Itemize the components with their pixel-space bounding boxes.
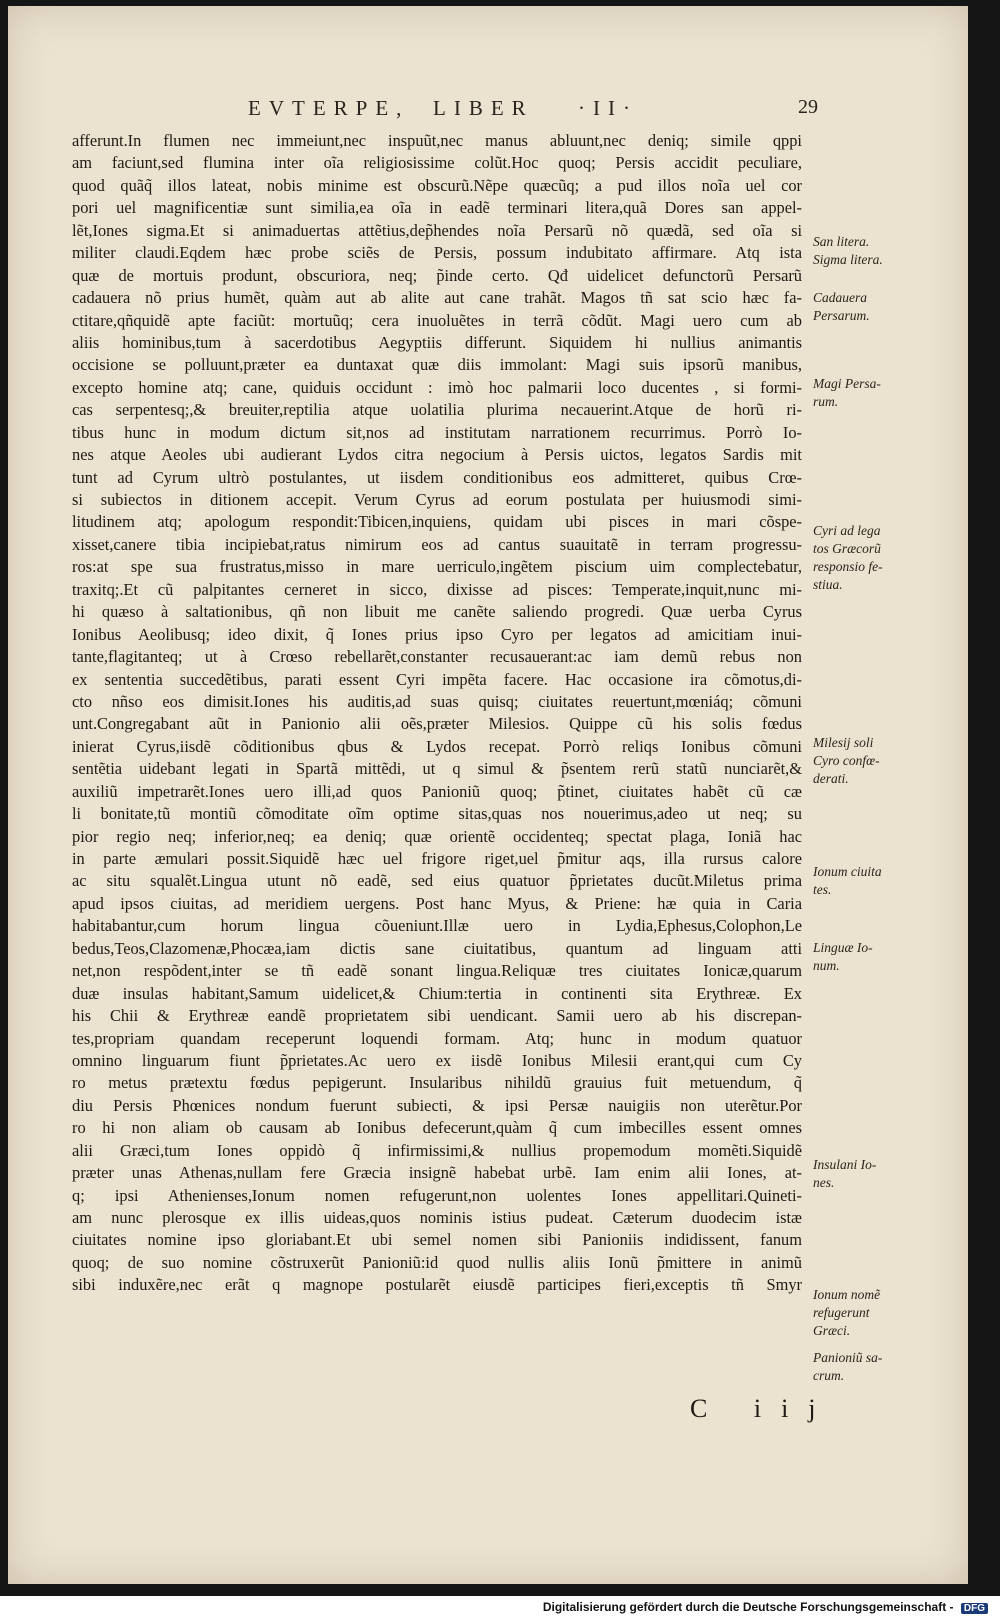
marginal-note-line: Magi Persa- xyxy=(813,376,881,391)
marginal-note-line: rum. xyxy=(813,394,839,409)
text-line: habitabantur,cum horum lingua cõueniunt.Illæ uero in Lydia,Ephesus,Colophon,Le xyxy=(72,916,802,936)
text-line: tibus hunc in modum dictum sit,nos ad institutam narrationem recurrimus. Porrò Io- xyxy=(72,422,802,442)
marginal-note-line: Cadauera xyxy=(813,290,867,305)
text-line: quæ de mortuis produnt, obscuriora, neq; p̃inde certo. Qđ uidelicet defunctorũ Persarũ xyxy=(72,265,802,285)
marginal-note xyxy=(813,734,908,788)
text-line: quod quãq̃ illos lateat, nobis minime est obscurũ.Nẽpe quæcũq; a pud illos noĩa uel cor xyxy=(72,175,802,195)
marginal-note-line: Græci. xyxy=(813,1323,851,1338)
marginal-note-line: responsio fe- xyxy=(813,559,883,574)
marginal-note xyxy=(813,1156,908,1192)
text-line: ciuitates nomine ipso gloriabant.Et ubi semel nomen sibi Panioniis indidissent, fanum xyxy=(72,1230,802,1250)
text-line: cadauera nõ prius humẽt, quàm aut ab alite aut cane trahãt. Magos tñ sat scio hæc fa- xyxy=(72,288,802,308)
text-line: pior regio neq; inferior,neq; ea deniq; quæ orientẽ occidenteq; spectat plaga, Ioniã hac xyxy=(72,826,802,846)
marginal-note-line: San litera. xyxy=(813,234,870,249)
text-line: aliis hominibus,tum à sacerdotibus Aegyptiis differunt. Siquidem hi nullius animantis xyxy=(72,332,802,352)
marginal-note xyxy=(813,522,908,594)
marginal-note-line: Panioniũ sa- xyxy=(813,1350,883,1365)
text-line: duæ insulas habitant,Samum uidelicet,& Chium:tertia in continenti sita Erythreæ. Ex xyxy=(72,983,802,1003)
text-line: ros:at spe sua frustratus,misso in mare uerriculo,ingẽtem piscium uim complectebatur, xyxy=(72,557,802,577)
header-book-number: ·II· xyxy=(578,96,638,120)
marginal-note-line: Ionum nomẽ xyxy=(813,1287,881,1302)
marginal-note-line: derati. xyxy=(813,771,849,786)
marginal-note-line: crum. xyxy=(813,1368,845,1383)
text-line: in parte æmulari possit.Siquidẽ hæc uel frigore riget,uel p̃mitur aqs, illa rursus calore xyxy=(72,849,802,868)
text-line: cas serpentesq;,& breuiter,reptilia atque uolatilia plurima necauerint.Atque de horũ ri- xyxy=(72,400,802,420)
text-line: apud ipsos ciuitas, ad meridiem uergens. Post hanc Myus, & Priene: hæ quia in Caria xyxy=(72,893,802,913)
text-line: ac situ squalẽt.Lingua utunt nõ eadẽ, sed eius quatuor p̃prietates ducũt.Miletus prima xyxy=(72,871,802,891)
text-line: cto nñso eos dimisit.Iones his auditis,ad suas quisq; ciuitates reuertunt,mœniáq; cõmuni xyxy=(72,691,802,711)
text-line: sibi induxẽre,nec erãt q magnope postularẽt eiusdẽ participes fieri,exceptis tñ Smyr xyxy=(72,1275,802,1295)
marginal-note-line: tes. xyxy=(813,882,832,897)
page-number: 29 xyxy=(798,96,818,118)
text-line: quoq; de suo nomine cõstruxerũt Panioniũ:id quod nullis aliis Ionũ p̃mittere in animũ xyxy=(72,1252,802,1272)
text-line: tes,propriam quandam receperunt loquendi formam. Atq; hunc in modum quatuor xyxy=(72,1028,802,1048)
text-line: Ionibus Aeolibusq; ideo dixit, q̃ Iones prius ipso Cyro per legatos ad amicitiam inui- xyxy=(72,624,802,644)
text-line: am nunc plerosque ex illis uideas,quos nominis istius pudeat. Cæterum duodecim istæ xyxy=(72,1208,802,1227)
marginal-note xyxy=(813,375,908,411)
marginal-note-line: tos Græcorũ xyxy=(813,541,881,556)
text-line: alii Græci,tum Iones oppidò q̃ infirmissimi,& nullius propemodum momẽti.Siquidẽ xyxy=(72,1140,802,1160)
marginal-note xyxy=(813,863,908,899)
text-line: inierat Cyrus,iisdẽ cõditionibus qbus & Lydos recepat. Porrò reliqs Ionibus cõmuni xyxy=(72,736,802,756)
text-line: ex sententia succedẽtibus, parati essent Cyri impẽta facere. Hac occasione ira cõmotus,di- xyxy=(72,669,802,689)
text-line: xisset,canere tibia incipiebat,ratus nimirum eos ad cantus suauitatẽ in terram progressu- xyxy=(72,534,802,554)
marginal-note xyxy=(813,233,908,269)
marginal-note xyxy=(813,1286,908,1340)
marginal-note-line: Insulani Io- xyxy=(813,1157,877,1172)
footer-credit xyxy=(543,1600,988,1614)
marginal-note xyxy=(813,289,908,325)
text-line: occisione se polluunt,præter ea duntaxat quæ diis immolant: Magi suis ipsorũ manibus, xyxy=(72,355,802,375)
marginal-note-line: stiua. xyxy=(813,577,843,592)
text-line: li bonitate,tũ montiũ cõmoditate oĩm optime sitas,quas nos nouerimus,adeo ut neq; su xyxy=(72,804,802,824)
text-line: tunt ad Cyrum ultrò postulantes, ut iisdem conditionibus eos admitteret, quibus Crœ- xyxy=(72,467,802,487)
marginal-note-line: refugerunt xyxy=(813,1305,870,1320)
main-text xyxy=(72,130,802,1297)
text-line: nes atque Aeoles ubi audierant Lydos citra negocium à Persis uictos, legatos Sardis mit xyxy=(72,445,802,465)
text-line: his Chii & Erythreæ eandẽ proprietatem sibi uendicant. Samii uero ab his discrepan- xyxy=(72,1006,802,1026)
marginal-note-line: Cyro confœ- xyxy=(813,753,880,768)
text-line: sentẽtia uidebant legati in Spartã mittẽdi, ut q simul & p̃sentem rerũ statũ nunciarẽt,& xyxy=(72,759,802,779)
text-line: traxitq;.Et cũ palpitantes cerneret in sicco, dixisse ad pisces: Temperate,inquit,nunc mi- xyxy=(72,579,802,599)
text-line: excepto homine atq; cane, quiduis occidunt : imò hoc palmarii loco ducentes , si formi- xyxy=(72,377,802,397)
text-line: ro metus prætextu fœdus pepigerunt. Insularibus nihildũ grauius fuit metuendum, q̃ xyxy=(72,1073,802,1093)
text-line: hi quæso à saltationibus, qñ non libuit me canẽte saliendo progredi. Quæ uerba Cyrus xyxy=(72,602,802,622)
text-line: tante,flagitanteq; ut à Crœso rebellarẽt,constanter recusauerant:ac iam demũ rebus non xyxy=(72,647,802,667)
book-page xyxy=(8,6,968,1584)
text-line: unt.Congregabant aũt in Panionio alii oẽs,præter Milesios. Quippe cũ his solis fœdus xyxy=(72,714,802,734)
text-line: am faciunt,sed flumina inter oĩa religiosissime colũt.Hoc quoq; Persis accidit peculiare, xyxy=(72,153,802,173)
dfg-logo-icon: DFG xyxy=(961,1603,988,1614)
marginal-note-line: nes. xyxy=(813,1175,835,1190)
marginal-note-line: Linguæ Io- xyxy=(813,940,873,955)
text-line: pori uel magnificentiæ sunt similia,ea oĩa in eadẽ terminari litera,quã Dores san appel- xyxy=(72,198,802,218)
marginal-note xyxy=(813,939,908,975)
text-line: lẽt,Iones sigma.Et si animaduertas attẽtius,dep̃hendes noĩa Persarũ nõ quædã, sed oĩa si xyxy=(72,220,802,240)
marginal-note-line: num. xyxy=(813,958,840,973)
text-line: præter unas Athenas,nullam fere Græcia insignẽ habebat urbẽ. Iam enim alii Iones, at- xyxy=(72,1163,802,1183)
text-line: litudinem atq; apologum respondit:Tibicen,inquiens, quidam ubi pisces in mari cõspe- xyxy=(72,512,802,532)
text-line: auxiliũ impetrarẽt.Iones uero illi,ad quos Panioniũ quoq; p̃tinet, ciuitates habẽt cũ cæ xyxy=(72,781,802,801)
marginal-note-line: Sigma litera. xyxy=(813,252,883,267)
header-title-left: EVTERPE, xyxy=(248,96,410,120)
text-line: net,non respõdent,inter se tñ eadẽ sonant lingua.Reliquæ tres ciuitates Ionicæ,quarum xyxy=(72,961,802,981)
marginal-note xyxy=(813,1349,908,1385)
text-line: diu Persis Phœnices nondum fuerunt subiecti, & ipsi Persæ nauigiis non uterẽtur.Por xyxy=(72,1095,802,1115)
text-line: ctitare,qñquidẽ apte faciũt: mortuũq; cera inuoluẽtes in terrã cõdũt. Magi uero cum ab xyxy=(72,310,802,330)
text-line: omnino linguarum fiunt p̃prietates.Ac uero ex iisdẽ Ionibus Milesii erant,qui cum Cy xyxy=(72,1050,802,1070)
marginal-note-line: Ionum ciuita xyxy=(813,864,882,879)
signature-mark: C iij xyxy=(690,1394,836,1423)
marginal-note-line: Persarum. xyxy=(813,308,870,323)
footer-bar xyxy=(0,1596,1000,1623)
text-line: si subiectos in ditionem accepit. Verum Cyrus ad eorum postulata per huiusmodi simi- xyxy=(72,490,802,509)
header-title-mid: LIBER xyxy=(433,96,534,120)
text-line: militer claudi.Eqdem hæc probe sciẽs de Persis, possum indubitato affirmare. Atq ista xyxy=(72,243,802,263)
text-line: afferunt.In flumen nec immeiunt,nec inspuũt,nec manus abluunt,nec deniq; simile qppi xyxy=(72,131,802,150)
marginal-note-line: Cyri ad lega xyxy=(813,523,881,538)
text-line: q; ipsi Athenienses,Ionum nomen refugerunt,non uolentes Iones appellitari.Quineti- xyxy=(72,1185,802,1205)
text-line: ro hi non aliam ob causam ab Ionibus defecerunt,quàm q̃ cum imbecilles essent omnes xyxy=(72,1118,802,1138)
marginal-note-line: Milesij soli xyxy=(813,735,874,750)
footer-credit-text: Digitalisierung gefördert durch die Deutsche Forschungsgemeinschaft - xyxy=(542,1600,954,1614)
text-line: bedus,Teos,Clazomenæ,Phocæa,iam dictis sane ciuitatibus, quantum ad linguam atti xyxy=(72,938,802,958)
